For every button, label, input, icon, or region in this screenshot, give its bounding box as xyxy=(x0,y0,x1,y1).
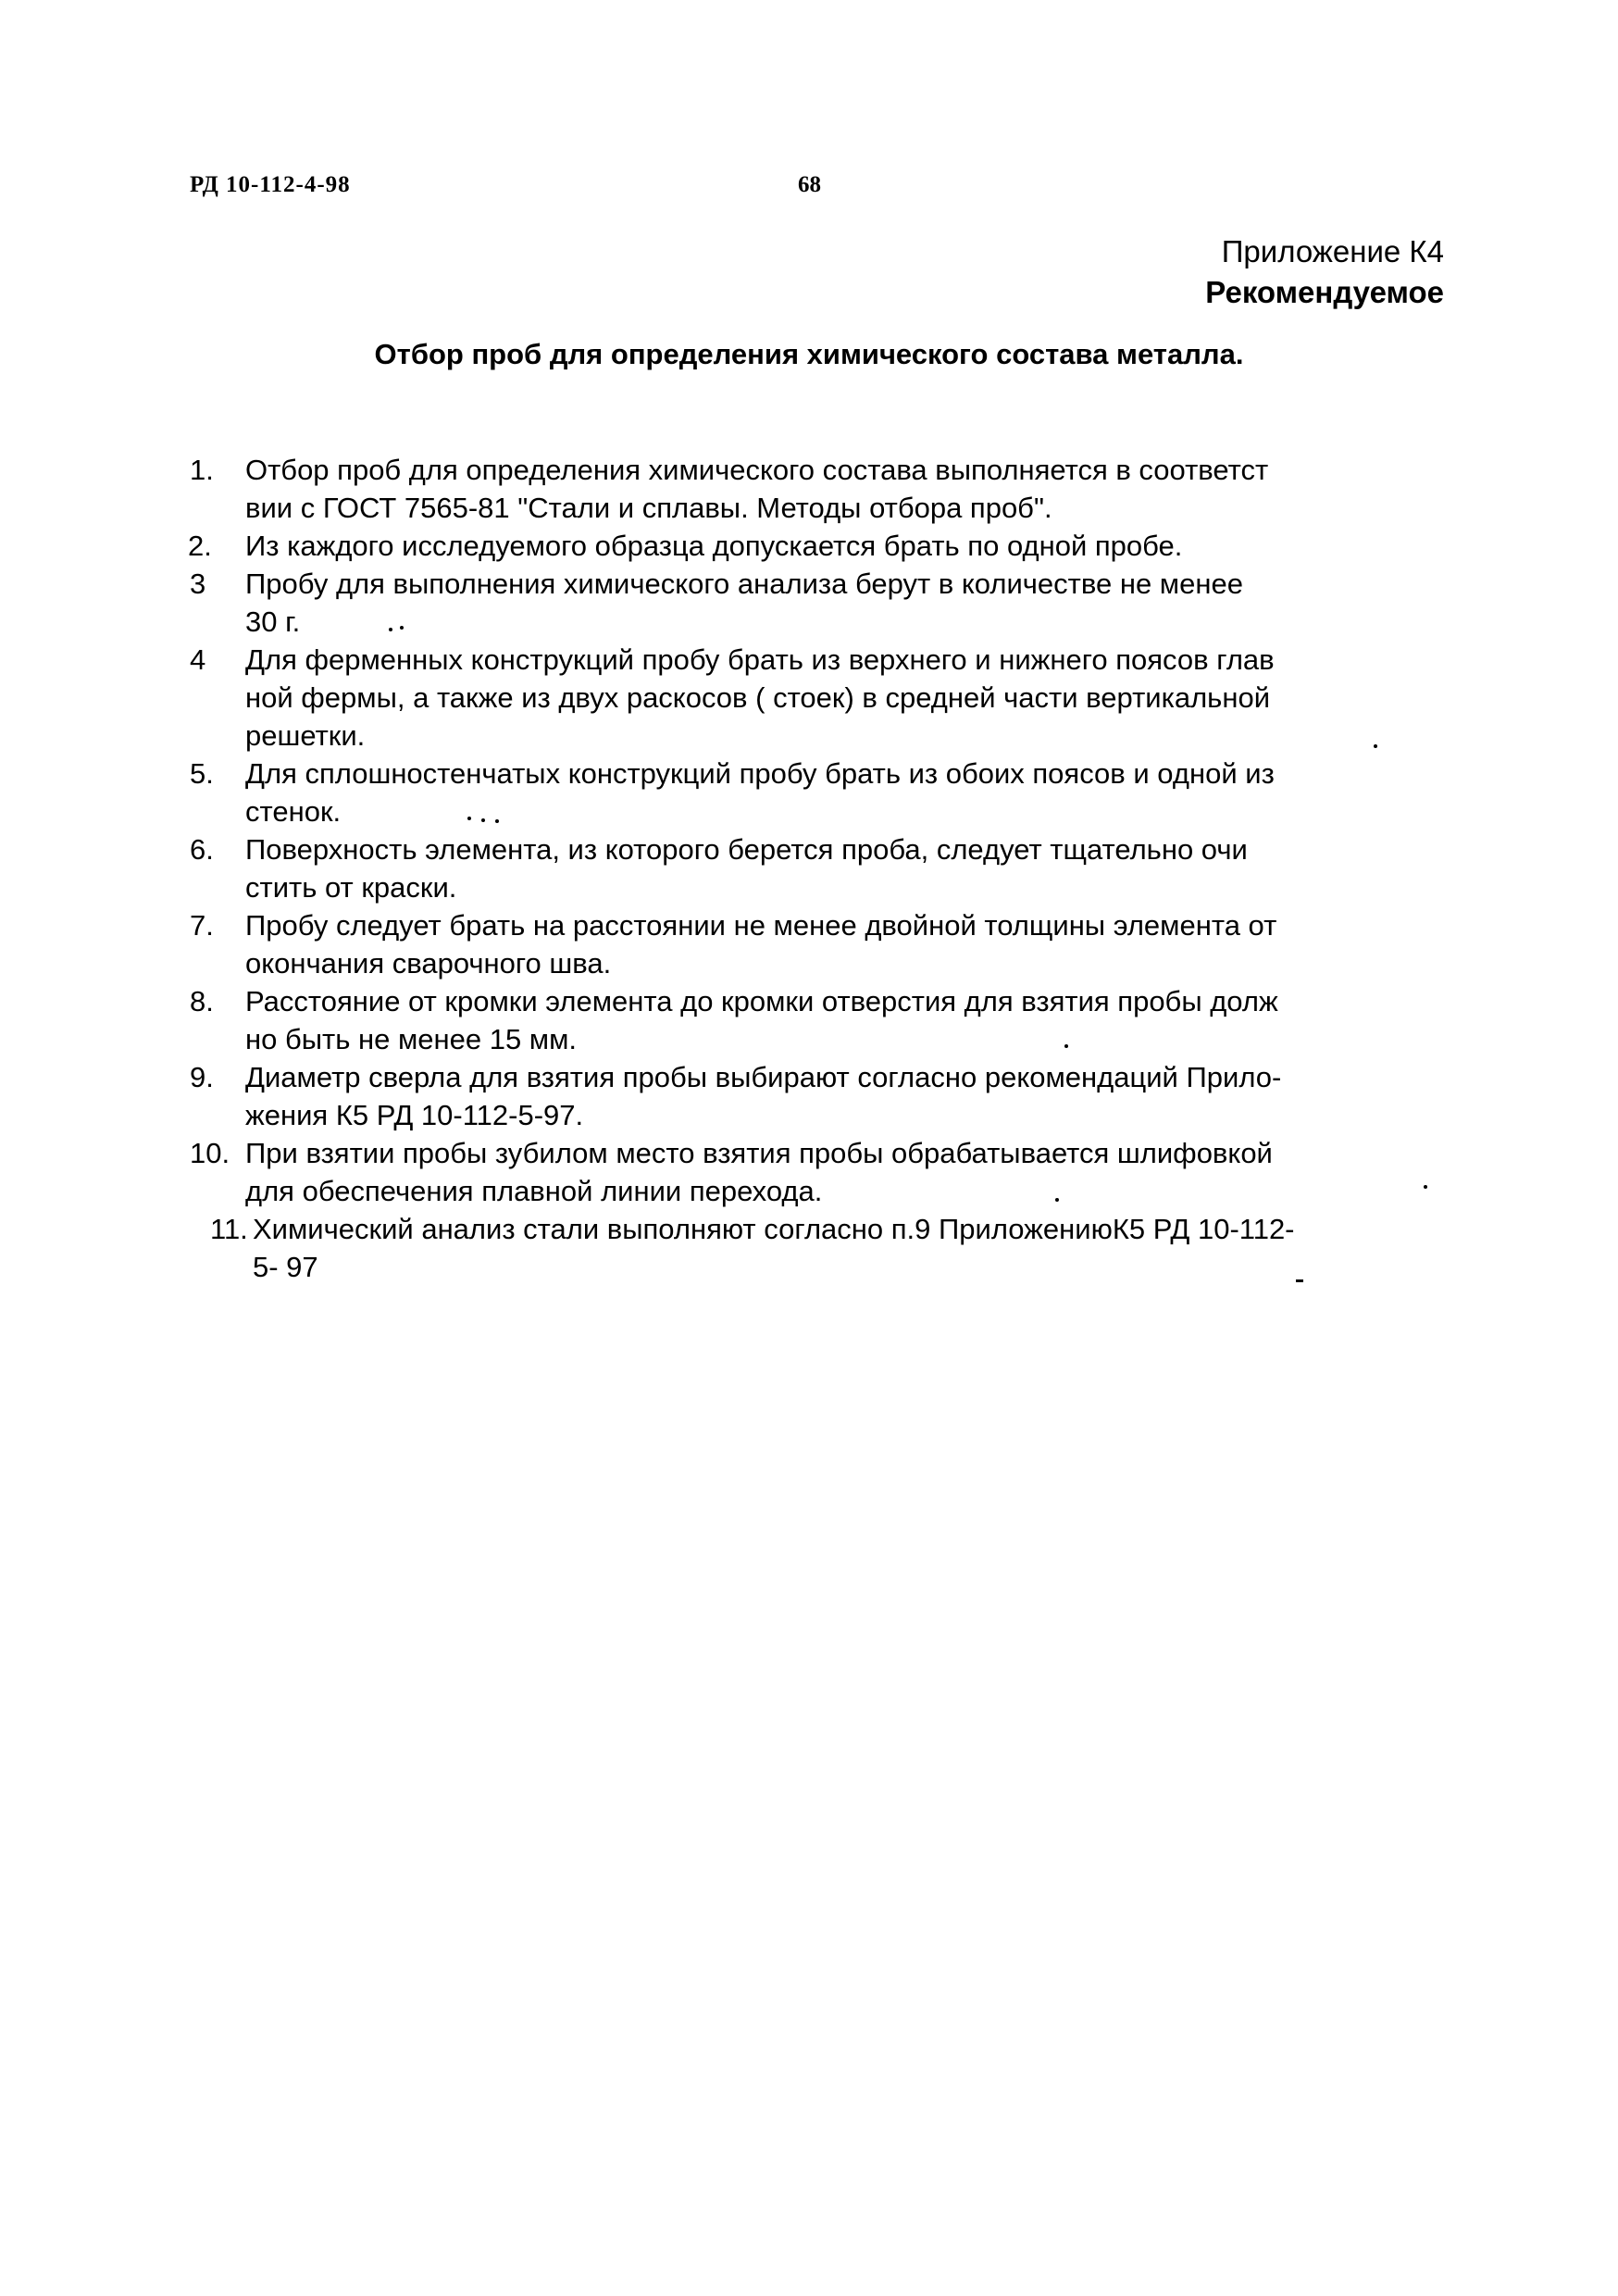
list-item xyxy=(190,906,1467,982)
list-item-number: 6. xyxy=(190,833,214,866)
list-item-text: Пробу для выполнения химического анализа берут в количестве не менее 30 г. xyxy=(245,568,1243,638)
scan-speck xyxy=(495,819,499,823)
list-item-text: Расстояние от кромки элемента до кромки отверстия для взятия пробы долж но быть не менее 15 мм. xyxy=(245,985,1278,1055)
list-item-text: Из каждого исследуемого образца допускается брать по одной пробе. xyxy=(245,530,1183,562)
list-item xyxy=(190,830,1467,906)
list-item xyxy=(190,565,1467,641)
scan-speck xyxy=(481,818,485,822)
scan-speck xyxy=(1424,1185,1427,1189)
list-item xyxy=(190,451,1467,527)
list-item xyxy=(190,1134,1467,1210)
list-item xyxy=(190,1210,1467,1286)
appendix-block xyxy=(1205,231,1444,313)
scan-speck xyxy=(389,628,392,631)
list-item xyxy=(190,527,1467,565)
list-item-text: Поверхность элемента, из которого берется проба, следует тщательно очи стить от краски. xyxy=(245,833,1248,904)
list-item xyxy=(190,755,1467,830)
document-title: Отбор проб для определения химического состава металла. xyxy=(374,338,1244,370)
scan-speck xyxy=(1374,744,1377,748)
scan-speck xyxy=(467,817,471,820)
list-item-text: Пробу следует брать на расстоянии не менее двойной толщины элемента от окончания сварочного шва. xyxy=(245,909,1277,980)
scan-speck xyxy=(1296,1279,1303,1282)
list-item-number: 9. xyxy=(190,1061,214,1093)
list-item-number: 7. xyxy=(190,909,214,942)
list-item-number: 1. xyxy=(190,454,214,486)
list-item-number: 3 xyxy=(190,568,206,600)
appendix-label: Приложение К4 xyxy=(1221,234,1444,268)
list-item-number: 4 xyxy=(190,643,206,676)
scan-speck xyxy=(400,626,404,630)
appendix-status: Рекомендуемое xyxy=(1205,275,1444,309)
list-item-text: Отбор проб для определения химического состава выполняется в соответст вии с ГОСТ 7565-81 "Стали и сплавы. Методы отбора проб". xyxy=(245,454,1269,524)
page-number: 68 xyxy=(798,172,821,197)
list-item xyxy=(190,1058,1467,1134)
list-item-number: 5. xyxy=(190,757,214,790)
list-item-text: Для ферменных конструкций пробу брать из верхнего и нижнего поясов глав ной фермы, а также из двух раскосов ( стоек) в средней части вертикальной решетки. xyxy=(245,643,1275,752)
scan-speck xyxy=(1055,1198,1059,1202)
document-code: РД 10-112-4-98 xyxy=(190,172,351,197)
list-item-number: 11. xyxy=(210,1213,248,1245)
list-item-number: 2. xyxy=(188,530,212,562)
list-item-number: 8. xyxy=(190,985,214,1017)
numbered-list xyxy=(190,451,1467,1286)
list-item-text: Для сплошностенчатых конструкций пробу брать из обоих поясов и одной из стенок. xyxy=(245,757,1275,828)
list-item-text: При взятии пробы зубилом место взятия пробы обрабатывается шлифовкой для обеспечения плавной линии перехода. xyxy=(245,1137,1273,1207)
scan-speck xyxy=(1064,1044,1068,1048)
list-item xyxy=(190,982,1467,1058)
list-item-text: Химический анализ стали выполняют согласно п.9 ПриложениюК5 РД 10-112- 5- 97 xyxy=(253,1213,1295,1283)
list-item xyxy=(190,641,1467,755)
list-item-number: 10. xyxy=(190,1137,230,1169)
list-item-text: Диаметр сверла для взятия пробы выбирают согласно рекомендаций Прило- жения К5 РД 10-112-5-97. xyxy=(245,1061,1282,1131)
